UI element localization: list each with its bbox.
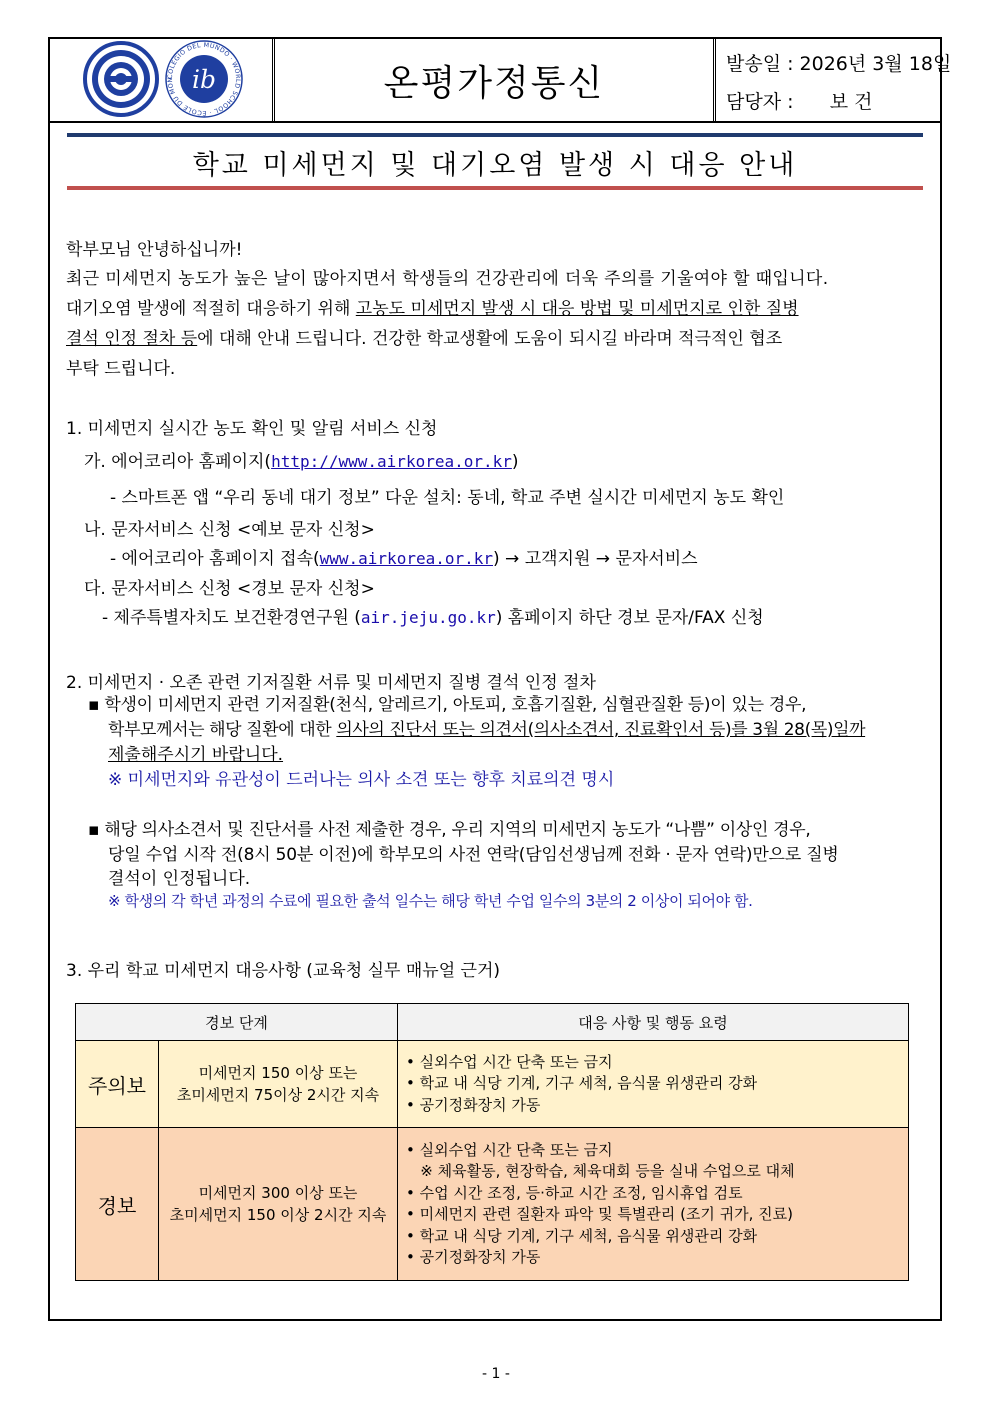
s2-bullet-1-line-1: ▪ 학생이 미세먼지 관련 기저질환(천식, 알레르기, 아토피, 호흡기질환, 심혈관질환 등)이 있는 경우,: [88, 695, 807, 715]
intro-underline: 고농도 미세먼지 발생 시 대응 방법 및 미세먼지로 인한 질병: [355, 299, 799, 319]
condition-line: 초미세먼지 150 이상 2시간 지속: [169, 1206, 387, 1224]
s1-na-sub-a: - 에어코리아 홈페이지 접속(: [110, 549, 320, 569]
section-1-heading: 1. 미세먼지 실시간 농도 확인 및 알림 서비스 신청: [66, 419, 438, 439]
logo-area: [50, 39, 275, 121]
action-item: • 학교 내 식당 기계, 기구 세척, 음식물 위생관리 강화: [406, 1074, 758, 1093]
school-emblem-icon: [85, 43, 157, 115]
manager: 담당자 : 보 건: [726, 91, 873, 113]
s1-na: 나. 문자서비스 신청 <예보 문자 신청>: [84, 520, 375, 540]
s1-na-sub: [110, 544, 698, 569]
action-item: • 학교 내 식당 기계, 기구 세척, 음식물 위생관리 강화: [406, 1226, 758, 1245]
ib-logo-text: COLEGIO DEL MUNDO · WORLD SCHOOL · ÉCOLE DU MON: [166, 41, 242, 117]
level-condition: [159, 1041, 398, 1128]
s2-bullet-2-line-1: ▪ 해당 의사소견서 및 진단서를 사전 제출한 경우, 우리 지역의 미세먼지 농도가 “나쁨” 이상인 경우,: [88, 820, 811, 840]
newsletter-title: 온평가정통신: [275, 39, 716, 121]
title-rule-bottom: [67, 186, 923, 190]
intro-line-4: 부탁 드립니다.: [66, 359, 176, 379]
meta-info: [716, 39, 952, 121]
s2-bullet-2-line-3: 결석이 인정됩니다.: [108, 869, 251, 889]
s1-da: 다. 문자서비스 신청 <경보 문자 신청>: [84, 579, 375, 599]
intro-text-2: 에 대해 안내 드립니다. 건강한 학교생활에 도움이 되시길 바라며 적극적인 협조: [197, 329, 783, 349]
col-header-level: 경보 단계: [76, 1004, 398, 1041]
response-table: [75, 1003, 909, 1281]
header: [50, 39, 952, 123]
table-row: [76, 1128, 909, 1281]
level-name: 주의보: [76, 1041, 159, 1128]
s2-note-2: ※ 학생의 각 학년 과정의 수료에 필요한 출석 일수는 해당 학년 수업 일수의 3분의 2 이상이 되어야 함.: [108, 892, 753, 910]
s2-note-1: ※ 미세먼지와 유관성이 드러나는 의사 소견 또는 향후 치료의견 명시: [108, 770, 615, 790]
document-title-block: [67, 133, 923, 191]
airkorea-link-2[interactable]: www.airkorea.or.kr: [319, 549, 494, 568]
intro-line-1: 최근 미세먼지 농도가 높은 날이 많아지면서 학생들의 건강관리에 더욱 주의를 기울여야 할 때입니다.: [66, 269, 829, 289]
action-item: • 실외수업 시간 단축 또는 금지: [406, 1140, 613, 1159]
s2-b1-underline: 의사의 진단서 또는 의견서(의사소견서, 진료확인서 등)를 3월 28(목)일까: [336, 720, 866, 740]
level-name: 경보: [76, 1128, 159, 1281]
condition-line: 미세먼지 150 이상 또는: [198, 1064, 358, 1082]
level-condition: [159, 1128, 398, 1281]
s1-da-sub-b: ) 홈페이지 하단 경보 문자/FAX 신청: [495, 608, 764, 628]
action-item: ※ 체육활동, 현장학습, 체육대회 등을 실내 수업으로 대체: [406, 1162, 795, 1180]
intro-line-3: [66, 324, 782, 349]
s1-na-sub-b: ) → 고객지원 → 문자서비스: [493, 549, 698, 569]
document-title: 학교 미세먼지 및 대기오염 발생 시 대응 안내: [192, 150, 798, 181]
condition-line: 초미세먼지 75이상 2시간 지속: [176, 1086, 380, 1104]
send-date: 발송일 : 2026년 3월 18일: [726, 53, 952, 75]
intro-line-2: [66, 294, 799, 319]
action-item: • 수업 시간 조정, 등·하교 시간 조정, 임시휴업 검토: [406, 1183, 743, 1202]
action-item: • 미세먼지 관련 질환자 파악 및 특별관리 (조기 귀가, 진료): [406, 1205, 794, 1223]
action-item: • 공기정화장치 가동: [406, 1095, 541, 1114]
table-header-row: [76, 1004, 909, 1041]
s1-ga-close: ): [511, 452, 519, 472]
condition-line: 미세먼지 300 이상 또는: [198, 1184, 358, 1202]
section-3-heading: 3. 우리 학교 미세먼지 대응사항 (교육청 실무 매뉴얼 근거): [66, 961, 500, 981]
s2-b1-text: 학부모께서는 해당 질환에 대한: [108, 720, 337, 740]
title-rule-top: [67, 133, 923, 137]
s1-da-sub: [102, 603, 764, 628]
s2-bullet-2-line-2: 당일 수업 시작 전(8시 50분 이전)에 학부모의 사전 연락(담임선생님께 전화 · 문자 연락)만으로 질병: [108, 845, 839, 865]
intro-text: 대기오염 발생에 적절히 대응하기 위해: [66, 299, 356, 319]
action-item: • 공기정화장치 가동: [406, 1248, 541, 1266]
level-actions: [398, 1128, 909, 1281]
intro-underline-2: 결석 인정 절차 등: [66, 329, 198, 349]
table-row: [76, 1041, 909, 1128]
col-header-actions: 대응 사항 및 행동 요령: [398, 1004, 909, 1041]
s1-ga: [84, 447, 519, 472]
airkorea-link[interactable]: http://www.airkorea.or.kr: [271, 452, 512, 471]
page-number: - 1 -: [482, 1366, 510, 1382]
greeting: 학부모님 안녕하십니까!: [66, 240, 243, 260]
s1-da-sub-a: - 제주특별자치도 보건환경연구원 (: [102, 608, 361, 628]
section-2-heading: 2. 미세먼지 · 오존 관련 기저질환 서류 및 미세먼지 질병 결석 인정 절차: [66, 673, 596, 693]
s1-ga-label: 가. 에어코리아 홈페이지(: [84, 452, 272, 472]
jeju-link[interactable]: air.jeju.go.kr: [360, 608, 496, 627]
action-item: • 실외수업 시간 단축 또는 금지: [406, 1052, 613, 1071]
s2-bullet-1-line-3: [108, 740, 283, 765]
s1-ga-sub: - 스마트폰 앱 “우리 동네 대기 정보” 다운 설치: 동네, 학교 주변 실시간 미세먼지 농도 확인: [110, 488, 785, 508]
s2-bullet-1-line-2: [108, 715, 865, 740]
level-actions: [398, 1041, 909, 1128]
s2-b1-underline-2: 제출해주시기 바랍니다.: [108, 745, 284, 765]
svg-text:ib: ib: [192, 65, 216, 94]
logos: [50, 39, 275, 121]
